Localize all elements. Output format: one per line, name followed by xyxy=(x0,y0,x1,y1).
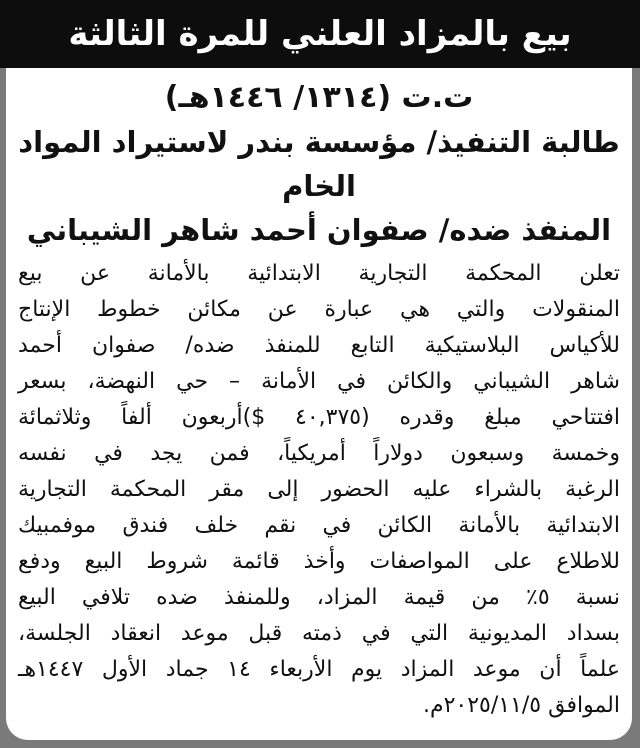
body-line: المنقولات والتي هي عبارة عن مكائن خطوط الإنتاج xyxy=(18,297,620,322)
body-line: بسداد المديونية التي في ذمته قبل موعد انعقاد الجلسة، xyxy=(18,621,620,646)
notice-box xyxy=(6,68,632,740)
body-line: شاهر الشيباني والكائن في الأمانة – حي النهضة، بسعر xyxy=(18,369,620,394)
body-line: وخمسة وسبعون دولاراً أمريكياً، فمن يجد في نفسه xyxy=(18,441,620,466)
notice-title: بيع بالمزاد العلني للمرة الثالثة xyxy=(68,14,572,54)
defendant-line: المنفذ ضده/ صفوان أحمد شاهر الشيباني xyxy=(26,213,612,247)
case-number: ت.ت (١٣١٤/ ١٤٤٦هـ) xyxy=(164,80,474,115)
body-line: نسبة ٥٪ من قيمة المزاد، وللمنفذ ضده تلافي البيع xyxy=(18,585,620,610)
notice-title-bar xyxy=(0,0,640,68)
body-line: علماً أن موعد المزاد يوم الأربعاء ١٤ جماد الأول ١٤٤٧هـ xyxy=(18,657,620,682)
body-line: للأكياس البلاستيكية التابع للمنفذ ضده/ صفوان أحمد xyxy=(18,333,620,358)
body-line: الموافق ٢٠٢٥/١١/٥م. xyxy=(422,693,620,718)
notice-body xyxy=(18,256,620,724)
body-line: الابتدائية بالأمانة الكائن في نقم خلف فندق موفمبيك xyxy=(18,513,620,538)
body-line: افتتاحي مبلغ وقدره (٤٠,٣٧٥ $)أربعون ألفاً وثلاثمائة xyxy=(18,405,620,430)
body-line: تعلن المحكمة التجارية الابتدائية بالأمانة عن بيع xyxy=(18,261,620,286)
body-line: للاطلاع على المواصفات وأخذ قائمة شروط البيع ودفع xyxy=(18,549,620,574)
plaintiff-line: طالبة التنفيذ/ مؤسسة بندر لاستيراد المواد الخام xyxy=(18,125,620,203)
body-line: الرغبة بالشراء عليه الحضور إلى مقر المحكمة التجارية xyxy=(18,477,620,502)
